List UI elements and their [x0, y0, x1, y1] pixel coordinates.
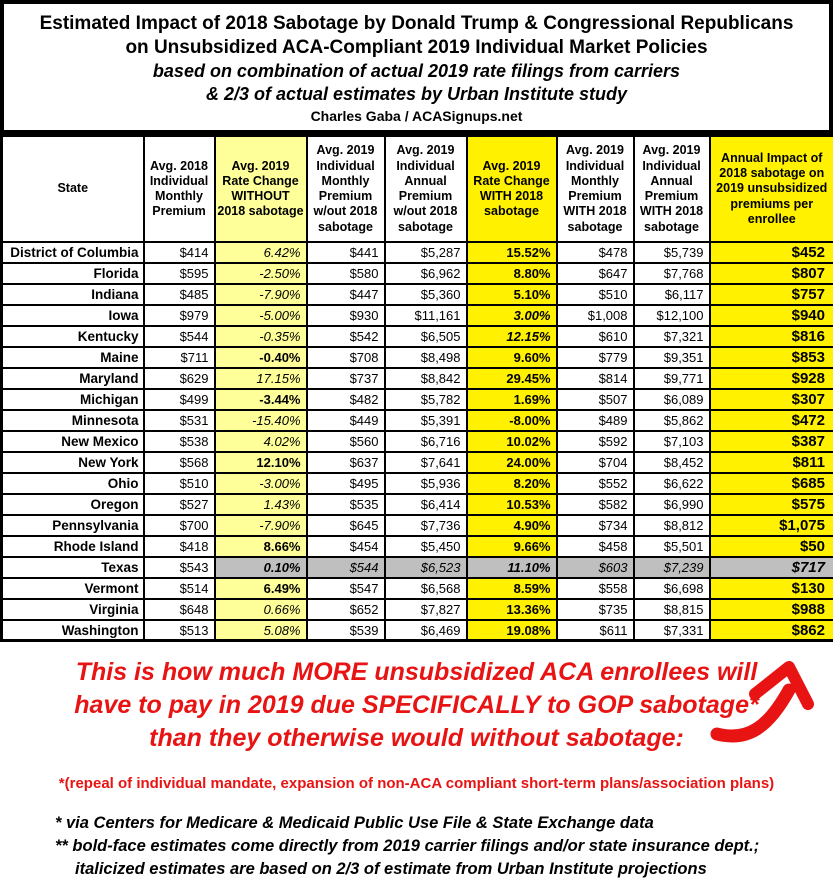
premium-cell: $7,736 — [385, 515, 467, 536]
premium-cell: $5,501 — [634, 536, 710, 557]
rate-with-cell: 8.59% — [467, 578, 557, 599]
table-row — [2, 431, 833, 452]
table-row — [2, 578, 833, 599]
rate-with-cell: 3.00% — [467, 305, 557, 326]
rate-with-cell: 13.36% — [467, 599, 557, 620]
premium-cell: $418 — [144, 536, 215, 557]
rate-without-cell: 4.02% — [215, 431, 307, 452]
rate-with-cell: -8.00% — [467, 410, 557, 431]
premium-cell: $595 — [144, 263, 215, 284]
rate-without-cell: -3.00% — [215, 473, 307, 494]
premium-cell: $5,862 — [634, 410, 710, 431]
rate-without-cell: -0.40% — [215, 347, 307, 368]
footnote-red: *(repeal of individual mandate, expansion of non-ACA compliant short-term plans/association plans) — [0, 775, 833, 792]
premium-cell: $592 — [557, 431, 634, 452]
premium-cell: $12,100 — [634, 305, 710, 326]
premium-cell: $6,117 — [634, 284, 710, 305]
premium-cell: $482 — [307, 389, 385, 410]
table-header-cell: Avg. 2018 Individual Monthly Premium — [144, 136, 215, 242]
callout — [0, 642, 833, 761]
premium-cell: $544 — [307, 557, 385, 578]
premium-cell: $582 — [557, 494, 634, 515]
rate-without-cell: 6.49% — [215, 578, 307, 599]
premium-cell: $499 — [144, 389, 215, 410]
rate-without-cell: -15.40% — [215, 410, 307, 431]
title-line-4: & 2/3 of actual estimates by Urban Institute study — [8, 83, 825, 106]
rate-without-cell: -0.35% — [215, 326, 307, 347]
callout-line-2: have to pay in 2019 due SPECIFICALLY to GOP sabotage* — [74, 691, 758, 719]
footnote-2: ** bold-face estimates come directly from 2019 carrier filings and/or state insurance dept.; — [55, 835, 833, 858]
rate-with-cell: 8.80% — [467, 263, 557, 284]
impact-cell: $717 — [710, 557, 833, 578]
premium-cell: $6,089 — [634, 389, 710, 410]
rate-without-cell: 6.42% — [215, 242, 307, 263]
table-header-cell: Avg. 2019 Rate Change WITH 2018 sabotage — [467, 136, 557, 242]
premium-cell: $531 — [144, 410, 215, 431]
impact-cell: $928 — [710, 368, 833, 389]
premium-cell: $700 — [144, 515, 215, 536]
premium-cell: $507 — [557, 389, 634, 410]
state-cell: Indiana — [2, 284, 144, 305]
rate-with-cell: 15.52% — [467, 242, 557, 263]
state-cell: Kentucky — [2, 326, 144, 347]
rate-with-cell: 4.90% — [467, 515, 557, 536]
premium-cell: $485 — [144, 284, 215, 305]
impact-cell: $757 — [710, 284, 833, 305]
premium-cell: $6,962 — [385, 263, 467, 284]
premium-cell: $447 — [307, 284, 385, 305]
state-cell: Ohio — [2, 473, 144, 494]
premium-cell: $7,641 — [385, 452, 467, 473]
rate-with-cell: 9.66% — [467, 536, 557, 557]
premium-cell: $5,782 — [385, 389, 467, 410]
footnote-3: italicized estimates are based on 2/3 of estimate from Urban Institute projections — [55, 858, 833, 881]
premium-cell: $8,815 — [634, 599, 710, 620]
premium-cell: $454 — [307, 536, 385, 557]
premium-cell: $6,505 — [385, 326, 467, 347]
rate-with-cell: 8.20% — [467, 473, 557, 494]
table-row — [2, 368, 833, 389]
premium-cell: $5,287 — [385, 242, 467, 263]
premium-cell: $489 — [557, 410, 634, 431]
premium-cell: $513 — [144, 620, 215, 641]
table-header-cell: Avg. 2019 Individual Annual Premium w/out 2018 sabotage — [385, 136, 467, 242]
premium-cell: $539 — [307, 620, 385, 641]
premium-cell: $560 — [307, 431, 385, 452]
table-row — [2, 536, 833, 557]
rate-without-cell: 5.08% — [215, 620, 307, 641]
premium-cell: $6,469 — [385, 620, 467, 641]
premium-cell: $979 — [144, 305, 215, 326]
premium-cell: $510 — [144, 473, 215, 494]
rate-without-cell: 12.10% — [215, 452, 307, 473]
premium-cell: $552 — [557, 473, 634, 494]
table-header-cell: Avg. 2019 Individual Annual Premium WITH 2018 sabotage — [634, 136, 710, 242]
premium-cell: $6,622 — [634, 473, 710, 494]
state-cell: Pennsylvania — [2, 515, 144, 536]
impact-cell: $387 — [710, 431, 833, 452]
footnote-1: * via Centers for Medicare & Medicaid Public Use File & State Exchange data — [55, 812, 833, 835]
premium-cell: $6,568 — [385, 578, 467, 599]
premium-cell: $652 — [307, 599, 385, 620]
state-cell: Vermont — [2, 578, 144, 599]
premium-cell: $735 — [557, 599, 634, 620]
premium-cell: $495 — [307, 473, 385, 494]
premium-cell: $647 — [557, 263, 634, 284]
premium-cell: $538 — [144, 431, 215, 452]
state-cell: New Mexico — [2, 431, 144, 452]
premium-cell: $6,698 — [634, 578, 710, 599]
table-row — [2, 389, 833, 410]
arrow-icon — [707, 650, 827, 750]
rate-without-cell: -2.50% — [215, 263, 307, 284]
table-row — [2, 515, 833, 536]
premium-cell: $734 — [557, 515, 634, 536]
premium-cell: $558 — [557, 578, 634, 599]
title-box — [0, 0, 833, 134]
rate-without-cell: 0.10% — [215, 557, 307, 578]
state-cell: District of Columbia — [2, 242, 144, 263]
table-row — [2, 263, 833, 284]
rate-with-cell: 5.10% — [467, 284, 557, 305]
premium-cell: $5,391 — [385, 410, 467, 431]
premium-cell: $441 — [307, 242, 385, 263]
premium-cell: $711 — [144, 347, 215, 368]
table-header-cell: State — [2, 136, 144, 242]
table-header — [2, 136, 833, 242]
premium-cell: $611 — [557, 620, 634, 641]
premium-cell: $6,716 — [385, 431, 467, 452]
rate-without-cell: 0.66% — [215, 599, 307, 620]
impact-cell: $50 — [710, 536, 833, 557]
rate-with-cell: 12.15% — [467, 326, 557, 347]
premium-cell: $478 — [557, 242, 634, 263]
impact-cell: $811 — [710, 452, 833, 473]
state-cell: Maryland — [2, 368, 144, 389]
premium-cell: $610 — [557, 326, 634, 347]
impact-cell: $853 — [710, 347, 833, 368]
table-header-cell: Avg. 2019 Individual Monthly Premium WITH 2018 sabotage — [557, 136, 634, 242]
table-row — [2, 305, 833, 326]
premium-cell: $648 — [144, 599, 215, 620]
callout-line-3: than they otherwise would without sabotage: — [149, 724, 684, 752]
title-line-1: Estimated Impact of 2018 Sabotage by Donald Trump & Congressional Republicans — [8, 12, 825, 36]
premium-cell: $544 — [144, 326, 215, 347]
premium-cell: $543 — [144, 557, 215, 578]
premium-cell: $7,768 — [634, 263, 710, 284]
state-cell: Minnesota — [2, 410, 144, 431]
table-header-cell: Annual Impact of 2018 sabotage on 2019 unsubsidized premiums per enrollee — [710, 136, 833, 242]
state-cell: Oregon — [2, 494, 144, 515]
premium-cell: $6,990 — [634, 494, 710, 515]
table-row — [2, 452, 833, 473]
table-row — [2, 620, 833, 641]
byline: Charles Gaba / ACASignups.net — [8, 108, 825, 124]
premium-cell: $8,842 — [385, 368, 467, 389]
rate-with-cell: 24.00% — [467, 452, 557, 473]
rate-without-cell: 8.66% — [215, 536, 307, 557]
premium-cell: $414 — [144, 242, 215, 263]
premium-cell: $930 — [307, 305, 385, 326]
rate-without-cell: -7.90% — [215, 284, 307, 305]
table-row — [2, 242, 833, 263]
premium-cell: $11,161 — [385, 305, 467, 326]
rate-with-cell: 10.53% — [467, 494, 557, 515]
callout-line-1: This is how much MORE unsubsidized ACA enrollees will — [76, 658, 758, 686]
impact-table — [0, 134, 833, 642]
premium-cell: $568 — [144, 452, 215, 473]
premium-cell: $8,498 — [385, 347, 467, 368]
premium-cell: $779 — [557, 347, 634, 368]
premium-cell: $814 — [557, 368, 634, 389]
state-cell: Rhode Island — [2, 536, 144, 557]
premium-cell: $5,936 — [385, 473, 467, 494]
rate-without-cell: 17.15% — [215, 368, 307, 389]
table-header-cell: Avg. 2019 Individual Monthly Premium w/out 2018 sabotage — [307, 136, 385, 242]
impact-cell: $862 — [710, 620, 833, 641]
premium-cell: $510 — [557, 284, 634, 305]
impact-cell: $807 — [710, 263, 833, 284]
impact-cell: $940 — [710, 305, 833, 326]
premium-cell: $5,450 — [385, 536, 467, 557]
premium-cell: $9,771 — [634, 368, 710, 389]
title-line-3: based on combination of actual 2019 rate filings from carriers — [8, 60, 825, 83]
rate-with-cell: 10.02% — [467, 431, 557, 452]
table-header-cell: Avg. 2019 Rate Change WITHOUT 2018 sabotage — [215, 136, 307, 242]
premium-cell: $6,523 — [385, 557, 467, 578]
premium-cell: $514 — [144, 578, 215, 599]
table-row — [2, 494, 833, 515]
premium-cell: $7,331 — [634, 620, 710, 641]
state-cell: New York — [2, 452, 144, 473]
premium-cell: $7,321 — [634, 326, 710, 347]
title-line-2: on Unsubsidized ACA-Compliant 2019 Individual Market Policies — [8, 36, 825, 60]
impact-cell: $130 — [710, 578, 833, 599]
rate-with-cell: 19.08% — [467, 620, 557, 641]
state-cell: Maine — [2, 347, 144, 368]
rate-without-cell: -3.44% — [215, 389, 307, 410]
callout-text — [47, 656, 787, 755]
impact-cell: $816 — [710, 326, 833, 347]
rate-without-cell: -5.00% — [215, 305, 307, 326]
premium-cell: $7,103 — [634, 431, 710, 452]
rate-with-cell: 29.45% — [467, 368, 557, 389]
premium-cell: $6,414 — [385, 494, 467, 515]
state-cell: Florida — [2, 263, 144, 284]
footnote-block — [0, 812, 833, 881]
table-row — [2, 326, 833, 347]
state-cell: Texas — [2, 557, 144, 578]
premium-cell: $5,739 — [634, 242, 710, 263]
premium-cell: $449 — [307, 410, 385, 431]
impact-cell: $988 — [710, 599, 833, 620]
state-cell: Iowa — [2, 305, 144, 326]
table-row — [2, 473, 833, 494]
impact-cell: $685 — [710, 473, 833, 494]
impact-cell: $472 — [710, 410, 833, 431]
premium-cell: $708 — [307, 347, 385, 368]
state-cell: Michigan — [2, 389, 144, 410]
premium-cell: $535 — [307, 494, 385, 515]
premium-cell: $7,239 — [634, 557, 710, 578]
premium-cell: $458 — [557, 536, 634, 557]
premium-cell: $9,351 — [634, 347, 710, 368]
premium-cell: $704 — [557, 452, 634, 473]
rate-with-cell: 11.10% — [467, 557, 557, 578]
impact-cell: $307 — [710, 389, 833, 410]
rate-with-cell: 1.69% — [467, 389, 557, 410]
premium-cell: $580 — [307, 263, 385, 284]
premium-cell: $737 — [307, 368, 385, 389]
impact-cell: $575 — [710, 494, 833, 515]
rate-without-cell: -7.90% — [215, 515, 307, 536]
impact-cell: $452 — [710, 242, 833, 263]
table-row — [2, 599, 833, 620]
table-row — [2, 284, 833, 305]
premium-cell: $547 — [307, 578, 385, 599]
premium-cell: $1,008 — [557, 305, 634, 326]
rate-without-cell: 1.43% — [215, 494, 307, 515]
premium-cell: $8,452 — [634, 452, 710, 473]
table-row — [2, 557, 833, 578]
premium-cell: $5,360 — [385, 284, 467, 305]
premium-cell: $7,827 — [385, 599, 467, 620]
rate-with-cell: 9.60% — [467, 347, 557, 368]
premium-cell: $8,812 — [634, 515, 710, 536]
premium-cell: $637 — [307, 452, 385, 473]
premium-cell: $603 — [557, 557, 634, 578]
state-cell: Virginia — [2, 599, 144, 620]
premium-cell: $629 — [144, 368, 215, 389]
premium-cell: $645 — [307, 515, 385, 536]
impact-cell: $1,075 — [710, 515, 833, 536]
table-row — [2, 410, 833, 431]
premium-cell: $527 — [144, 494, 215, 515]
state-cell: Washington — [2, 620, 144, 641]
table-row — [2, 347, 833, 368]
premium-cell: $542 — [307, 326, 385, 347]
